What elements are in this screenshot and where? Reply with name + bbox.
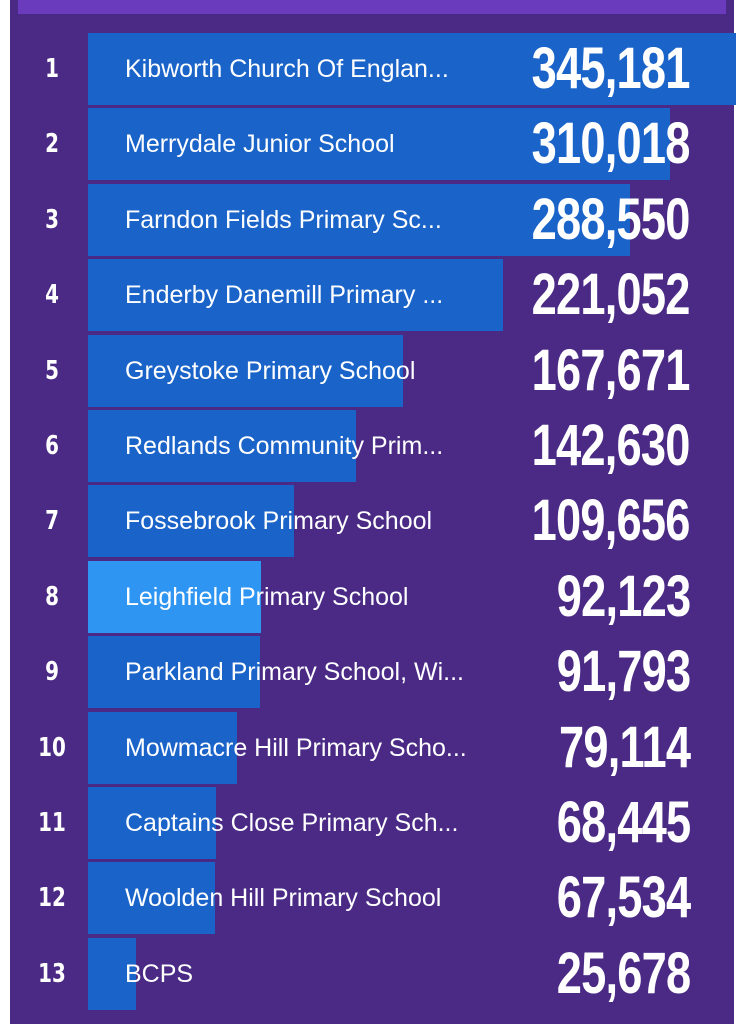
rank-number: 6	[45, 431, 59, 461]
leaderboard-row[interactable]	[10, 335, 734, 407]
rank-number: 12	[38, 883, 66, 913]
rank-number: 11	[38, 808, 66, 838]
leaderboard-row[interactable]	[10, 636, 734, 708]
school-name: Kibworth Church Of Englan...	[125, 55, 449, 83]
school-name: Farndon Fields Primary Sc...	[125, 206, 442, 234]
leaderboard-row[interactable]	[10, 787, 734, 859]
leaderboard-row[interactable]	[10, 938, 734, 1010]
score-value: 67,534	[556, 865, 690, 930]
leaderboard-row[interactable]	[10, 33, 734, 105]
leaderboard-row[interactable]	[10, 259, 734, 331]
score-value: 25,678	[556, 941, 690, 1006]
leaderboard-row[interactable]	[10, 108, 734, 180]
rank-number: 1	[45, 54, 59, 84]
school-name: BCPS	[125, 960, 194, 988]
school-name: Leighfield Primary School	[125, 583, 409, 611]
school-name: Mowmacre Hill Primary Scho...	[125, 734, 467, 762]
school-name: Parkland Primary School, Wi...	[125, 658, 464, 686]
school-name: Woolden Hill Primary School	[125, 884, 442, 912]
rank-number: 7	[45, 506, 59, 536]
rank-number: 4	[45, 280, 59, 310]
leaderboard-row[interactable]	[10, 712, 734, 784]
score-value: 92,123	[556, 564, 690, 629]
score-value: 109,656	[531, 488, 690, 553]
score-value: 221,052	[531, 262, 690, 327]
leaderboard-row[interactable]	[10, 561, 734, 633]
leaderboard-row[interactable]	[10, 862, 734, 934]
rank-number: 13	[38, 959, 66, 989]
leaderboard-row[interactable]	[10, 184, 734, 256]
leaderboard-row[interactable]	[10, 485, 734, 557]
school-name: Fossebrook Primary School	[125, 507, 433, 535]
rank-number: 8	[45, 582, 59, 612]
score-value: 91,793	[556, 639, 690, 704]
leaderboard-row[interactable]	[10, 410, 734, 482]
score-value: 310,018	[531, 111, 690, 176]
rank-number: 5	[45, 356, 59, 386]
score-value: 345,181	[531, 36, 690, 101]
school-name: Captains Close Primary Sch...	[125, 809, 459, 837]
rank-number: 2	[45, 129, 59, 159]
score-value: 79,114	[558, 715, 690, 780]
rank-number: 9	[45, 657, 59, 687]
score-value: 142,630	[531, 413, 690, 478]
rank-number: 10	[38, 733, 66, 763]
score-value: 68,445	[556, 790, 690, 855]
school-name: Enderby Danemill Primary ...	[125, 281, 444, 309]
rank-number: 3	[45, 205, 59, 235]
leaderboard-header-bar	[18, 0, 726, 14]
school-name: Merrydale Junior School	[125, 130, 395, 158]
school-name: Redlands Community Prim...	[125, 432, 444, 460]
score-value: 167,671	[531, 338, 690, 403]
school-name: Greystoke Primary School	[125, 357, 416, 385]
score-value: 288,550	[531, 187, 690, 252]
